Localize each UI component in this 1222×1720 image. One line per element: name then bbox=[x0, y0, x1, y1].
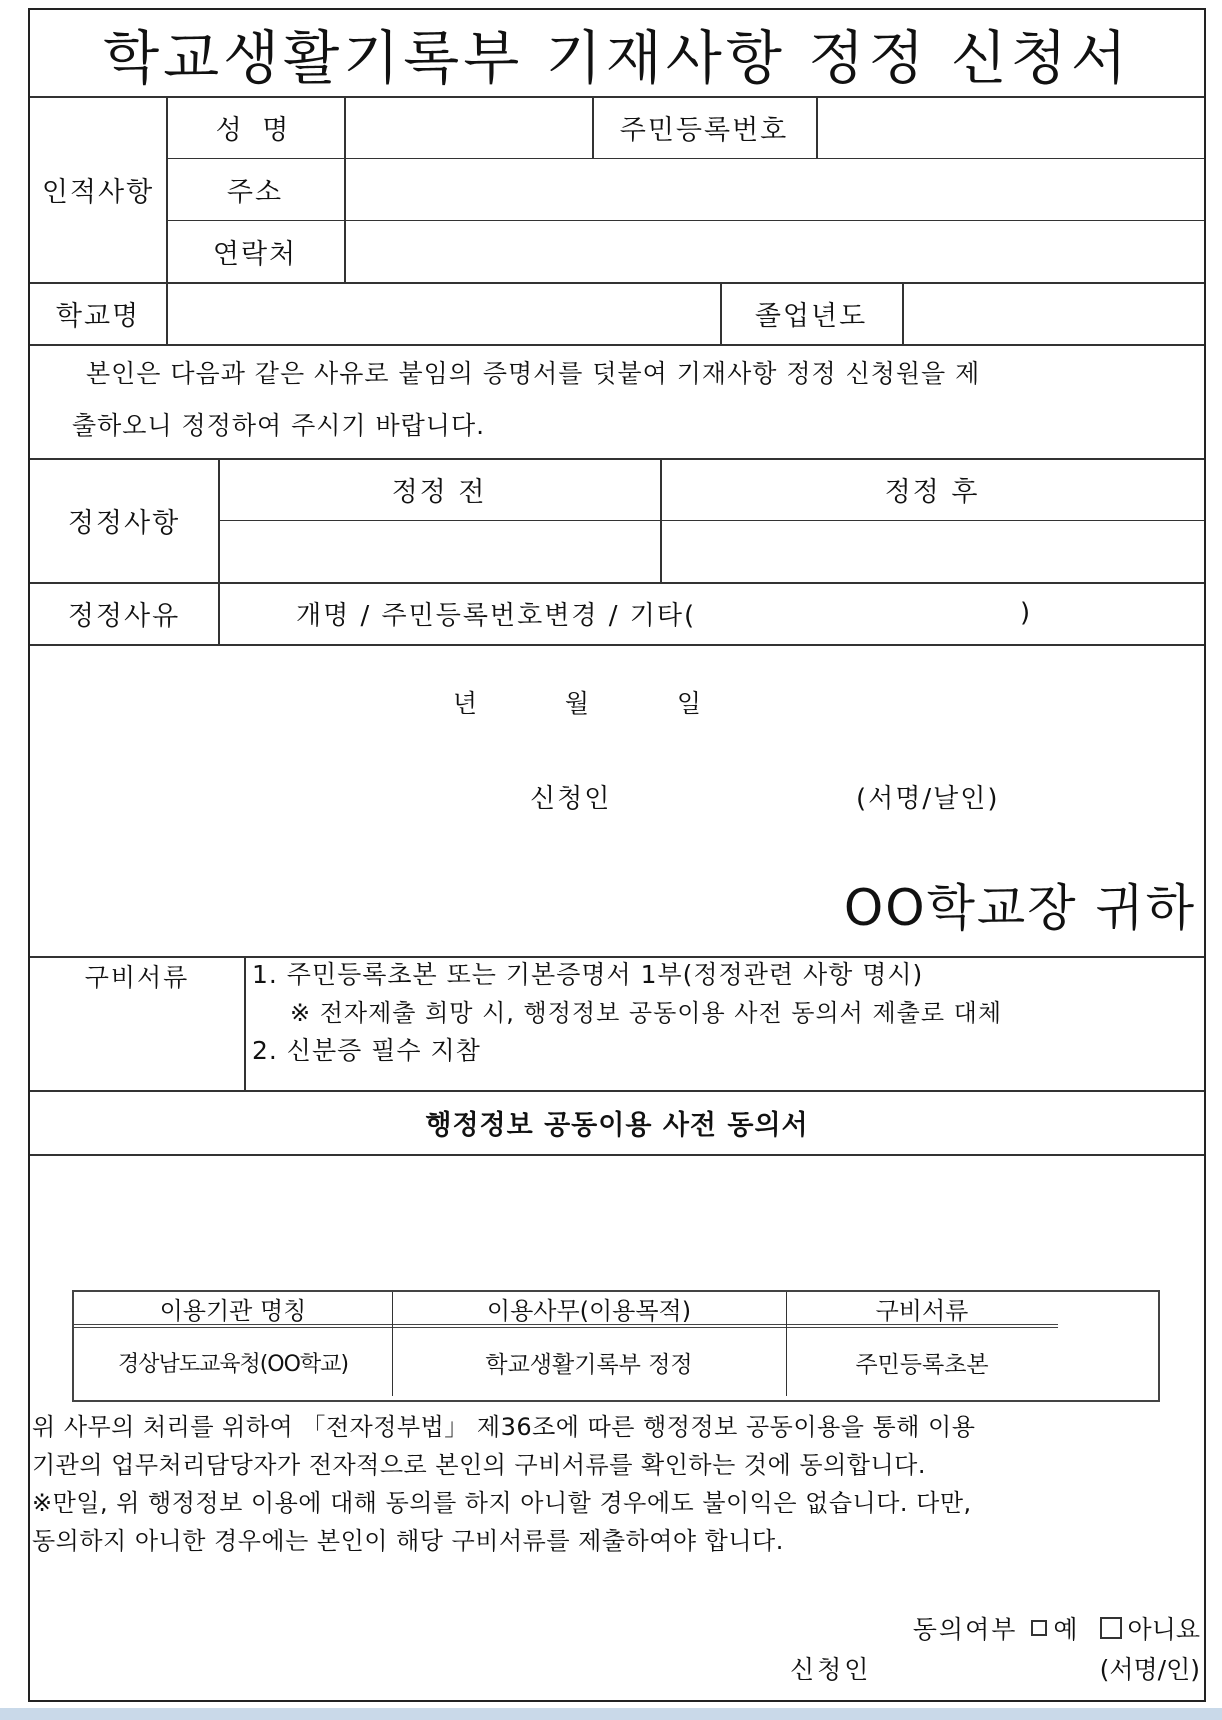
after-correction-field[interactable] bbox=[662, 522, 1202, 580]
name-label: 성 명 bbox=[215, 114, 295, 146]
correction-reason-label: 정정사유 bbox=[67, 600, 181, 632]
agree-yes-checkbox[interactable] bbox=[1031, 1620, 1047, 1636]
rrn-label: 주민등록번호 bbox=[619, 114, 789, 146]
name-field[interactable] bbox=[346, 98, 592, 156]
after-correction-label: 정정 후 bbox=[884, 476, 980, 508]
recipient: OO학교장 귀하 bbox=[843, 879, 1196, 937]
consent-agreement-row bbox=[790, 1610, 1200, 1646]
agree-label: 동의여부 bbox=[912, 1615, 1018, 1644]
consent-applicant-label: 신청인 bbox=[790, 1655, 872, 1684]
table-header-documents: 구비서류 bbox=[875, 1296, 969, 1325]
form-title: 학교생활기록부 기재사항 정정 신청서 bbox=[103, 24, 1131, 92]
address-field[interactable] bbox=[346, 160, 1202, 218]
consent-text-line-4: 동의하지 아니한 경우에는 본인이 해당 구비서류를 제출하여야 합니다. bbox=[32, 1527, 784, 1555]
rrn-field[interactable] bbox=[818, 98, 1202, 156]
before-correction-label: 정정 전 bbox=[391, 476, 487, 508]
documents-list bbox=[252, 956, 1002, 1070]
consent-usage-table bbox=[72, 1290, 1160, 1402]
consent-title: 행정정보 공동이용 사전 동의서 bbox=[425, 1109, 809, 1141]
applicant-label: 신청인 bbox=[530, 783, 612, 814]
agree-yes-label: 예 bbox=[1053, 1615, 1078, 1644]
date-month[interactable]: 월 bbox=[564, 689, 592, 718]
consent-text-line-3: ※만일, 위 행정정보 이용에 대해 동의를 하지 아니할 경우에도 불이익은 없습니다. 다만, bbox=[32, 1489, 972, 1517]
school-name-field[interactable] bbox=[168, 284, 718, 342]
contact-field[interactable] bbox=[346, 222, 1202, 280]
table-cell-purpose: 학교생활기록부 정정 bbox=[485, 1351, 693, 1378]
table-cell-agency: 경상남도교육청(OO학교) bbox=[117, 1351, 349, 1377]
consent-text-line-1: 위 사무의 처리를 위하여 「전자정부법」 제36조에 따른 행정정보 공동이용을 통해 이용 bbox=[32, 1413, 976, 1441]
document-item-2: 2. 신분증 필수 지참 bbox=[252, 1036, 481, 1065]
statement-line-2: 출하오니 정정하여 주시기 바랍니다. bbox=[72, 411, 486, 440]
table-header-purpose: 이용사무(이용목적) bbox=[486, 1296, 692, 1325]
grad-year-field[interactable] bbox=[904, 284, 1202, 342]
date-year[interactable]: 년 bbox=[452, 689, 480, 718]
document-item-1-note: ※ 전자제출 희망 시, 행정정보 공동이용 사전 동의서 제출로 대체 bbox=[290, 999, 1002, 1027]
grad-year-label: 졸업년도 bbox=[754, 300, 868, 332]
address-label: 주소 bbox=[226, 176, 284, 208]
agree-no-checkbox[interactable] bbox=[1100, 1617, 1122, 1639]
date-day[interactable]: 일 bbox=[676, 689, 704, 718]
statement-line-1: 본인은 다음과 같은 사유로 붙임의 증명서를 덧붙여 기재사항 정정 신청원을 제 bbox=[86, 359, 981, 388]
applicant-sign-note[interactable]: (서명/날인) bbox=[856, 783, 1000, 814]
consent-text bbox=[32, 1408, 975, 1560]
consent-signature-row bbox=[790, 1650, 1200, 1686]
personal-info-label: 인적사항 bbox=[41, 176, 155, 208]
consent-text-line-2: 기관의 업무처리담당자가 전자적으로 본인의 구비서류를 확인하는 것에 동의합니다. bbox=[32, 1451, 926, 1479]
documents-label: 구비서류 bbox=[84, 963, 190, 992]
before-correction-field[interactable] bbox=[220, 522, 658, 580]
table-header-agency: 이용기관 명칭 bbox=[159, 1296, 307, 1325]
correction-items-label: 정정사항 bbox=[67, 507, 181, 539]
reason-close-paren: ) bbox=[1020, 598, 1033, 628]
correction-request-form bbox=[28, 8, 1206, 1702]
contact-label: 연락처 bbox=[212, 238, 298, 270]
document-item-1: 1. 주민등록초본 또는 기본증명서 1부(정정관련 사항 명시) bbox=[252, 960, 924, 989]
table-cell-documents: 주민등록초본 bbox=[855, 1351, 989, 1378]
school-name-label: 학교명 bbox=[55, 300, 141, 332]
consent-sign-note[interactable]: (서명/인) bbox=[1099, 1655, 1200, 1684]
window-bottom-edge bbox=[0, 1708, 1222, 1720]
correction-reason-options[interactable]: 개명 / 주민등록번호변경 / 기타( bbox=[296, 600, 697, 631]
agree-no-label: 아니요 bbox=[1127, 1615, 1200, 1644]
